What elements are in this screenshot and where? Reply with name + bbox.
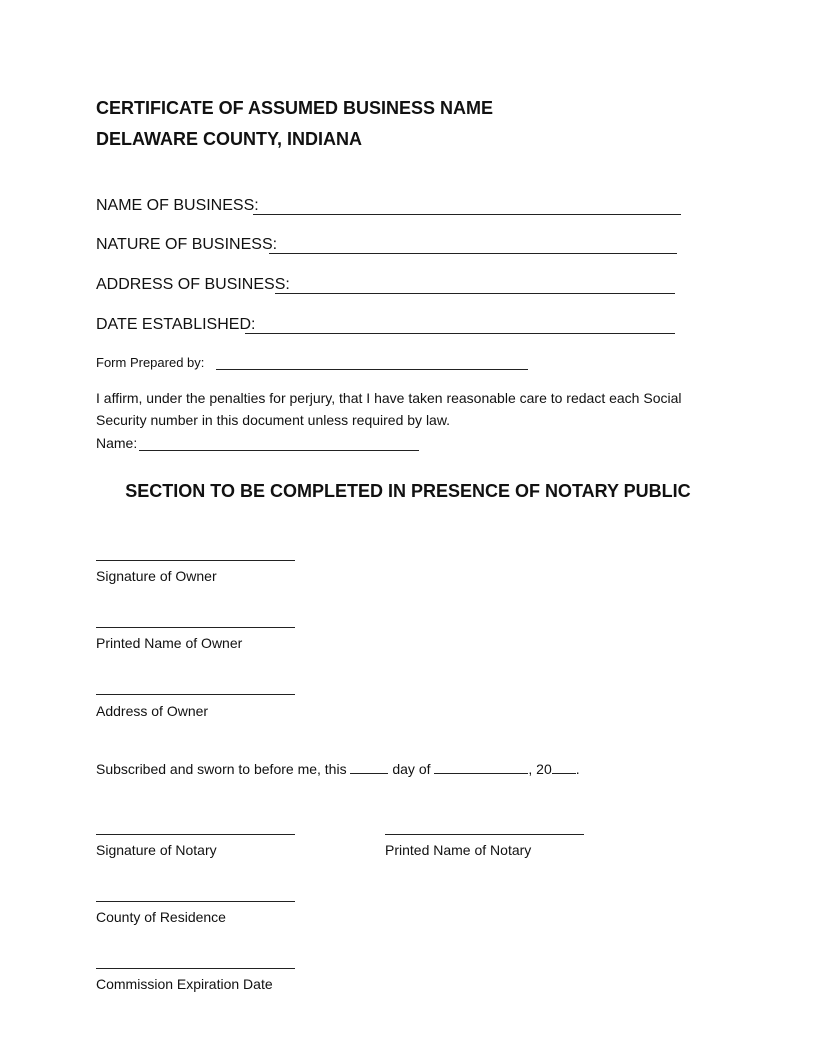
affirmation-name-line[interactable] — [139, 450, 419, 451]
affirmation-text-line1: I affirm, under the penalties for perjury, that I have taken reasonable care to redact each Social — [96, 390, 682, 406]
sworn-year-blank[interactable] — [552, 761, 576, 774]
sworn-text-prefix: Subscribed and sworn to before me, this — [96, 761, 351, 777]
date-established-line[interactable] — [245, 333, 675, 334]
date-established-label: DATE ESTABLISHED: — [96, 316, 256, 333]
signature-of-notary-line[interactable] — [96, 834, 295, 835]
signature-of-owner-label: Signature of Owner — [96, 568, 217, 584]
address-of-owner-line[interactable] — [96, 694, 295, 695]
address-of-business-line[interactable] — [275, 293, 675, 294]
commission-expiration-line[interactable] — [96, 968, 295, 969]
sworn-text-day-of: day of — [388, 761, 435, 777]
address-of-business-label: ADDRESS OF BUSINESS: — [96, 276, 290, 293]
name-of-business-line[interactable] — [253, 214, 681, 215]
printed-name-of-notary-label: Printed Name of Notary — [385, 842, 532, 858]
name-of-business-label: NAME OF BUSINESS: — [96, 197, 259, 214]
commission-expiration-label: Commission Expiration Date — [96, 976, 273, 992]
sworn-text-year-prefix: , 20 — [528, 761, 552, 777]
form-prepared-by-label: Form Prepared by: — [96, 355, 205, 370]
certificate-title: CERTIFICATE OF ASSUMED BUSINESS NAME — [96, 98, 494, 118]
notary-section-heading: SECTION TO BE COMPLETED IN PRESENCE OF NOTARY PUBLIC — [125, 481, 691, 501]
printed-name-of-notary-line[interactable] — [385, 834, 584, 835]
sworn-day-blank[interactable] — [350, 761, 388, 774]
affirmation-text-line2: Security number in this document unless required by law. — [96, 412, 451, 428]
sworn-text-period: . — [575, 761, 580, 777]
address-of-owner-label: Address of Owner — [96, 703, 209, 719]
signature-of-notary-label: Signature of Notary — [96, 842, 217, 858]
signature-of-owner-line[interactable] — [96, 560, 295, 561]
form-prepared-by-line[interactable] — [216, 369, 528, 370]
printed-name-of-owner-label: Printed Name of Owner — [96, 635, 243, 651]
printed-name-of-owner-line[interactable] — [96, 627, 295, 628]
county-title: DELAWARE COUNTY, INDIANA — [96, 129, 363, 149]
sworn-statement — [96, 761, 580, 777]
county-of-residence-line[interactable] — [96, 901, 295, 902]
nature-of-business-line[interactable] — [269, 253, 677, 254]
sworn-month-blank[interactable] — [434, 761, 528, 774]
nature-of-business-label: NATURE OF BUSINESS: — [96, 236, 278, 253]
affirmation-name-label: Name: — [96, 435, 138, 451]
county-of-residence-label: County of Residence — [96, 909, 226, 925]
